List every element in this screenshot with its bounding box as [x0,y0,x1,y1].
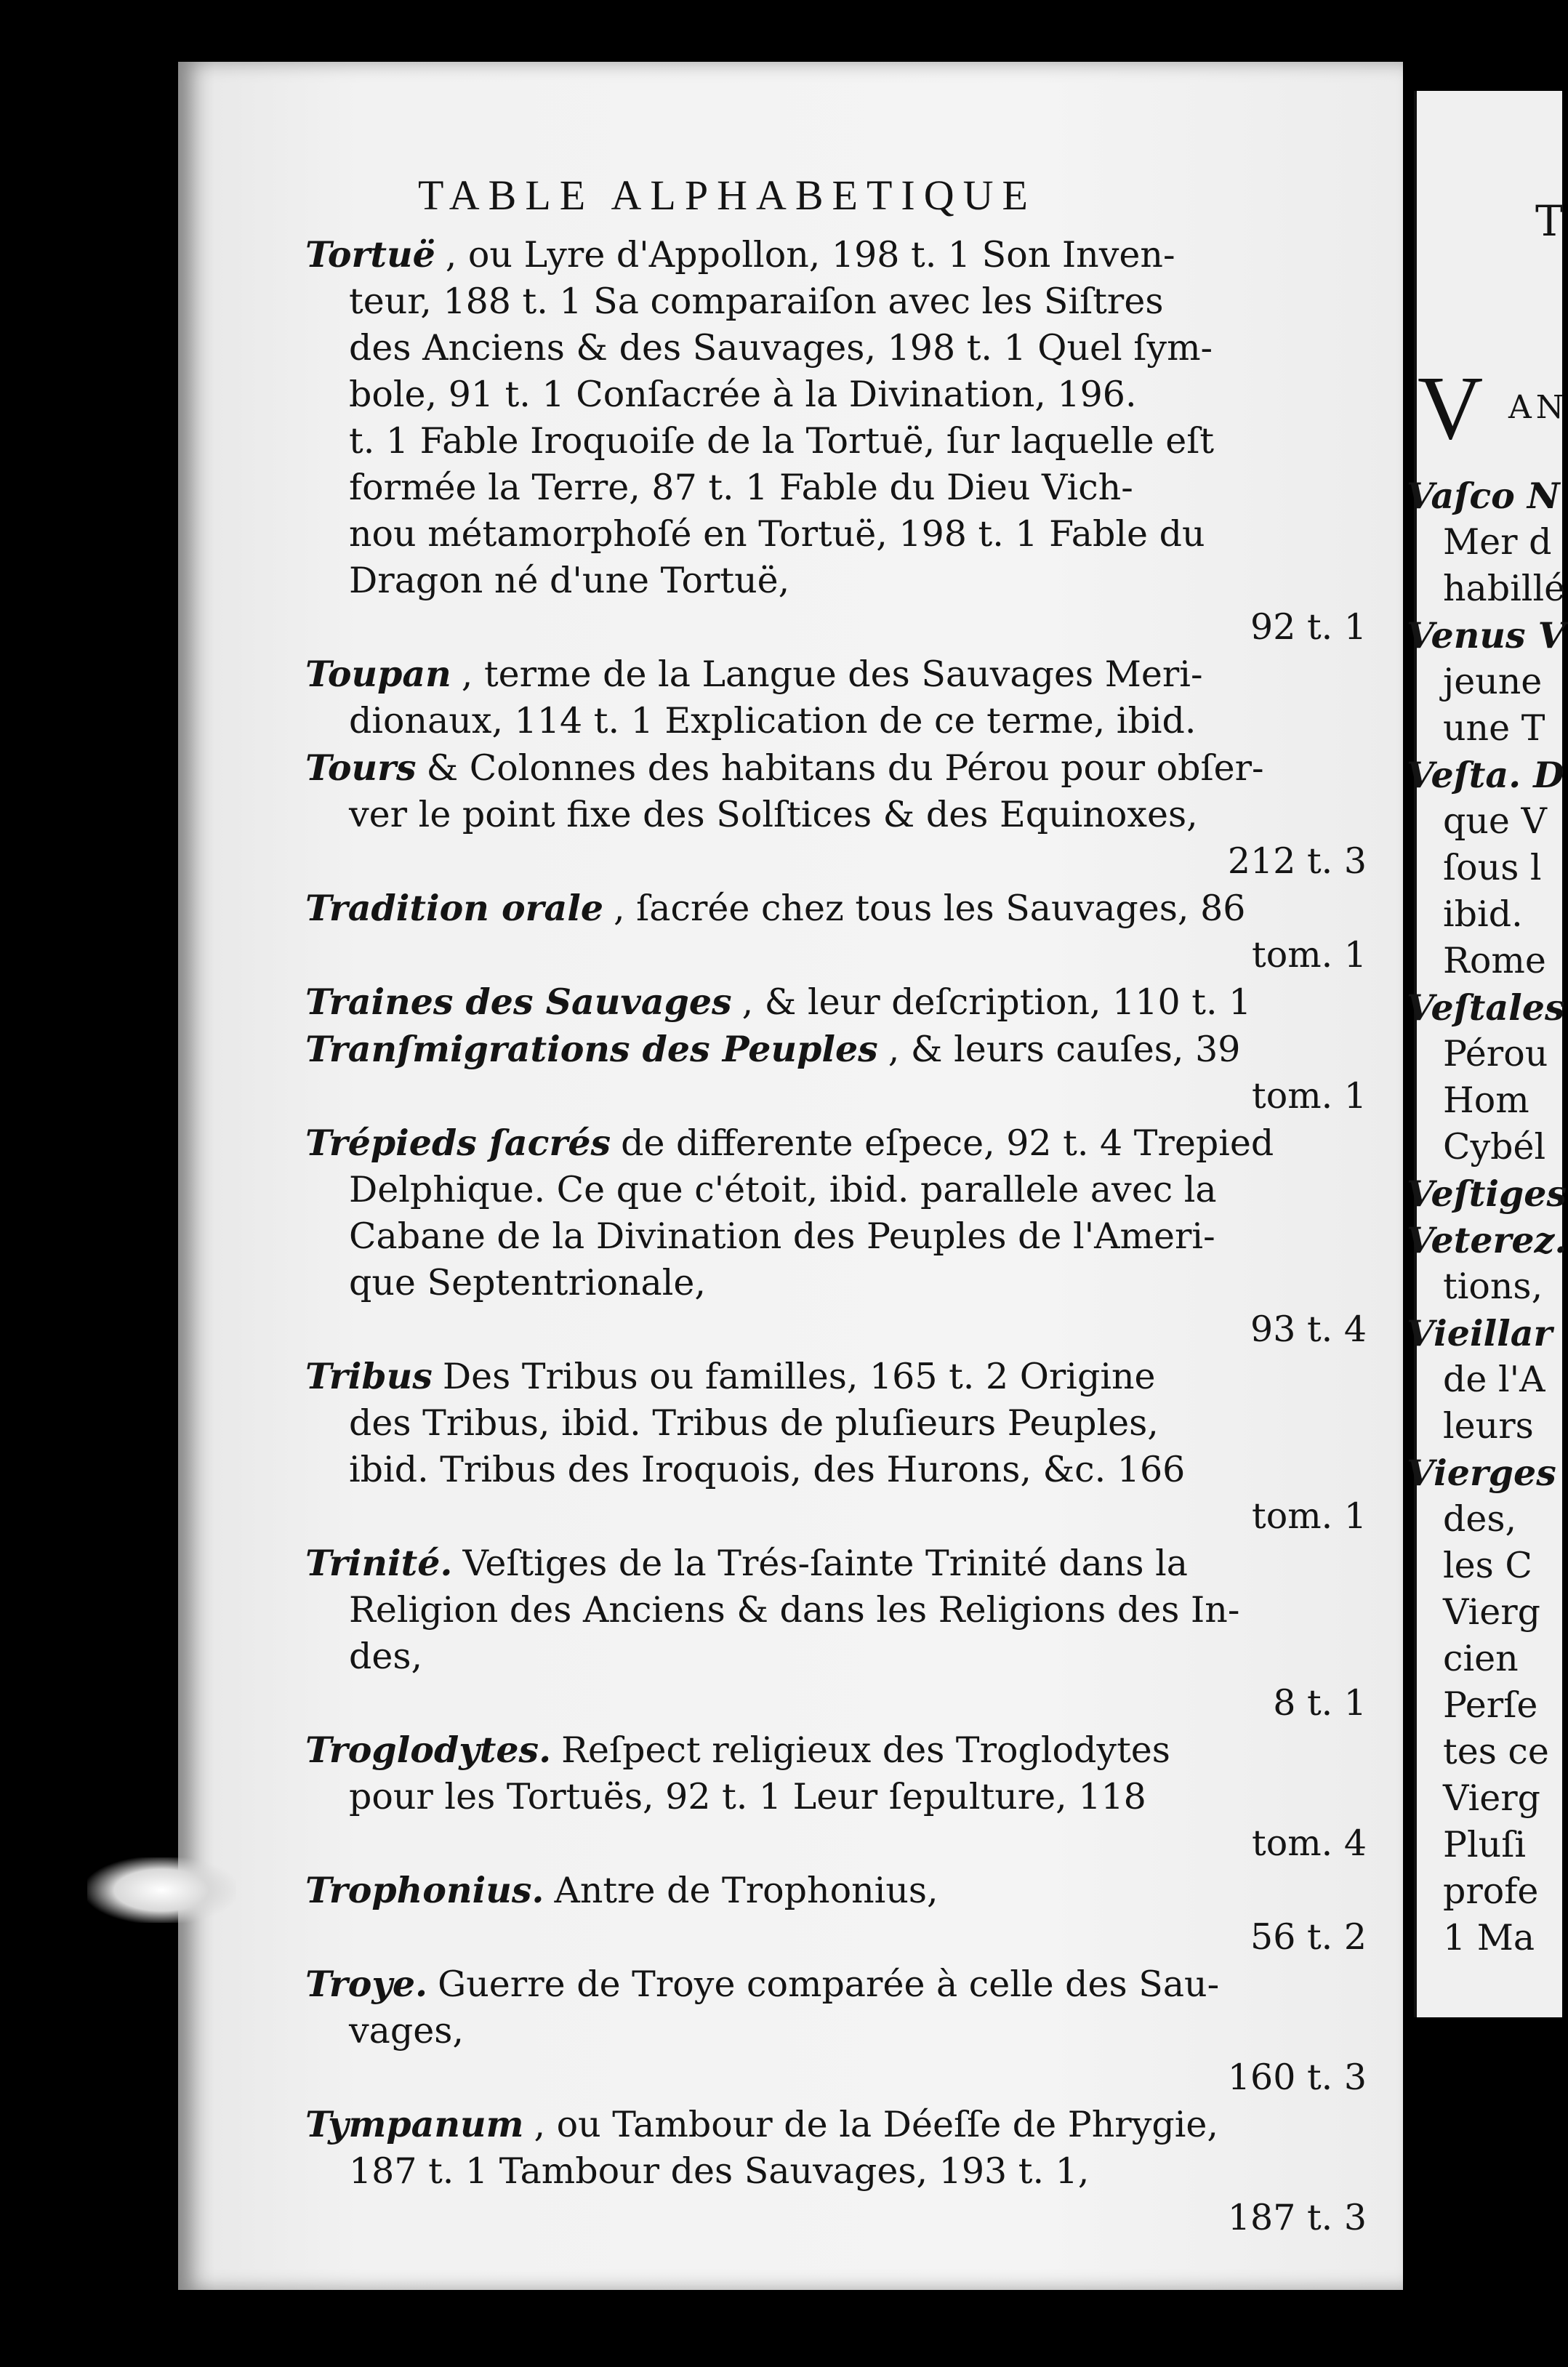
right-page-line: Venus V [1407,614,1566,656]
entry-text: t. 1 Fable Iroquoiſe de la Tortuë, ſur laquelle eſt [349,420,1215,462]
entry-headword: Traines des Sauvages [305,981,732,1023]
entry-text: , terme de la Langue des Sauvages Meri- [461,654,1203,695]
entry-line [349,1260,1374,1306]
entry-line [305,1867,1374,1914]
entry-text: , ſacrée chez tous les Sauvages, 86 [614,888,1246,929]
entry-line [349,1213,1374,1260]
entry-line [305,744,1374,792]
entry-text: des Tribus, ibid. Tribus de pluſieurs Peuples, [349,1402,1159,1444]
right-page-line: ibid. [1443,893,1523,935]
entry-text: , & leurs cauſes, 39 [888,1029,1241,1070]
right-page-line: Veſtiges [1407,1173,1567,1215]
index-entry [305,1961,1374,2101]
page-heading: TABLE ALPHABETIQUE [418,172,1037,219]
entry-line [349,698,1374,744]
right-page-line: cien [1443,1638,1519,1679]
entry-page-reference: 92 t. 1 [1250,606,1367,648]
right-page-line: Vierg [1443,1777,1540,1819]
entry-line [305,1353,1374,1400]
entry-text: Des Tribus ou familles, 165 t. 2 Origine [442,1356,1156,1397]
right-page-line: Cybél [1443,1126,1546,1168]
entry-line [349,371,1374,418]
index-entry [305,1026,1374,1120]
entry-page-reference: tom. 1 [1252,1495,1367,1537]
entry-headword: Trophonius. [305,1869,544,1911]
entry-line [349,511,1374,558]
entry-line [349,1633,1374,1680]
right-page-line: une T [1443,707,1545,749]
right-page-line: Pluſi [1443,1824,1527,1865]
entry-text: 187 t. 1 Tambour des Sauvages, 193 t. 1, [349,2150,1090,2192]
index-entry [305,2101,1374,2241]
index-entry [305,1120,1374,1353]
entry-line [349,2008,1374,2054]
right-page-line: tions, [1443,1266,1543,1307]
right-page-line: les C [1443,1545,1532,1586]
drop-capital-continuation: AN [1508,389,1568,426]
index-entry [305,231,1374,651]
entry-text: Antre de Trophonius, [554,1870,938,1911]
entry-line [349,465,1374,511]
entry-line [349,2148,1374,2195]
right-page-line: Rome [1443,940,1546,981]
entry-text: Guerre de Troye comparée à celle des Sau- [438,1964,1220,2005]
right-page-line: Veſtales [1407,986,1565,1029]
index-entry [305,1727,1374,1867]
entry-line [349,1774,1374,1820]
entry-headword: Tortuë [305,233,435,276]
right-page-line: Hom [1443,1080,1529,1121]
entry-text: bole, 91 t. 1 Conſacrée à la Divination, 196. [349,374,1137,415]
entry-text: Reſpect religieux des Troglodytes [561,1729,1170,1771]
right-page-line: tes ce [1443,1731,1549,1772]
entry-text: dionaux, 114 t. 1 Explication de ce terme, ibid. [349,700,1197,742]
index-entry [305,1540,1374,1727]
entry-page-reference: 93 t. 4 [1250,1309,1367,1350]
entry-text: vages, [349,2010,464,2051]
entry-text: Dragon né d'une Tortuë, [349,560,790,601]
entry-text: des, [349,1636,423,1677]
entry-line [305,1540,1374,1587]
right-page-line: habillé [1443,568,1566,609]
entry-headword: Tours [305,747,417,789]
index-entry [305,651,1374,744]
right-page-line: profe [1443,1870,1539,1912]
entry-text: , ou Tambour de la Déeſſe de Phrygie, [534,2104,1218,2145]
index-entry [305,885,1374,978]
entry-page-reference: tom. 1 [1252,1075,1367,1117]
right-page-line: jeune [1443,661,1543,702]
index-entry [305,744,1374,885]
entry-text: nou métamorphoſé en Tortuë, 198 t. 1 Fable du [349,513,1205,555]
entry-line [349,1400,1374,1447]
index-entry [305,1353,1374,1540]
entry-line [349,1167,1374,1213]
entry-line [305,231,1374,278]
entry-headword: Troye. [305,1963,428,2005]
entry-line [349,418,1374,465]
entry-line [349,1587,1374,1633]
index-entry [305,1867,1374,1961]
entry-text: , ou Lyre d'Appollon, 198 t. 1 Son Inven- [445,234,1175,276]
entry-page-reference: 187 t. 3 [1227,2197,1367,2238]
right-page-line: Veterez. [1407,1219,1567,1261]
entry-line [305,1026,1374,1073]
right-page-line: de l'A [1443,1359,1545,1400]
entry-line [349,792,1374,838]
right-page-line: leurs [1443,1405,1534,1447]
right-page-line: des, [1443,1498,1517,1540]
entry-line [305,885,1374,932]
entry-line [305,1120,1374,1167]
entry-line [349,558,1374,604]
entry-text: Cabane de la Divination des Peuples de l'Ameri- [349,1215,1215,1257]
entry-text: Delphique. Ce que c'étoit, ibid. parallele avec la [349,1169,1217,1210]
entry-page-reference: tom. 1 [1252,934,1367,976]
entry-line [349,1447,1374,1493]
entry-line [305,978,1374,1026]
entry-text: Religion des Anciens & dans les Religions des In- [349,1589,1240,1631]
right-page-line: ſous l [1443,847,1542,888]
entry-headword: Tribus [305,1355,433,1397]
entry-headword: Trinité. [305,1542,453,1584]
right-page-line: Pérou [1443,1033,1548,1074]
entry-line [305,1727,1374,1774]
entry-headword: Troglodytes. [305,1729,552,1771]
entry-page-reference: 56 t. 2 [1250,1916,1367,1958]
drop-capital: V [1418,358,1484,459]
entry-text: des Anciens & des Sauvages, 198 t. 1 Quel ſym- [349,327,1213,369]
entry-text: teur, 188 t. 1 Sa comparaiſon avec les Siſtres [349,281,1164,322]
entry-text: pour les Tortuës, 92 t. 1 Leur ſepulture, 118 [349,1776,1146,1817]
entry-text: , & leur deſcription, 110 t. 1 [741,981,1252,1023]
entry-headword: Toupan [305,653,451,695]
entry-headword: Tympanum [305,2103,524,2145]
entry-headword: Trépieds ſacrés [305,1122,611,1164]
entry-page-reference: tom. 4 [1252,1823,1367,1864]
entry-line [349,278,1374,325]
right-page-line: 1 Ma [1443,1917,1535,1958]
entry-text: formée la Terre, 87 t. 1 Fable du Dieu Vich- [349,467,1133,508]
right-page-line: Veſta. D [1407,754,1564,796]
entry-line [305,651,1374,698]
right-page-header-fragment: T [1535,196,1564,246]
index-entries [305,231,1374,2241]
right-page-line: Vierg [1443,1591,1540,1633]
entry-text: de differente eſpece, 92 t. 4 Trepied [621,1122,1274,1164]
right-page-line: que V [1443,800,1547,842]
entry-line [349,325,1374,371]
entry-page-reference: 160 t. 3 [1227,2057,1367,2098]
entry-page-reference: 212 t. 3 [1227,840,1367,882]
entry-text: que Septentrionale, [349,1262,706,1303]
index-entry [305,978,1374,1026]
entry-line [305,1961,1374,2008]
right-page-line: Vierges [1407,1452,1556,1494]
right-page-line: Perſe [1443,1684,1538,1726]
entry-line [305,2101,1374,2148]
entry-text: ver le point fixe des Solſtices & des Equinoxes, [349,794,1198,835]
right-page-line: Vieillar [1407,1312,1553,1354]
entry-text: Veſtiges de la Trés-ſainte Trinité dans la [462,1543,1188,1584]
entry-headword: Tradition orale [305,887,603,929]
entry-text: ibid. Tribus des Iroquois, des Hurons, &c. 166 [349,1449,1186,1490]
right-page-line: Vaſco N [1407,475,1560,517]
right-page-line: Mer d [1443,521,1552,563]
entry-headword: Tranſmigrations des Peuples [305,1028,878,1070]
entry-text: & Colonnes des habitans du Pérou pour obſer- [426,747,1264,789]
entry-page-reference: 8 t. 1 [1273,1682,1367,1724]
scan-glare [87,1857,236,1923]
